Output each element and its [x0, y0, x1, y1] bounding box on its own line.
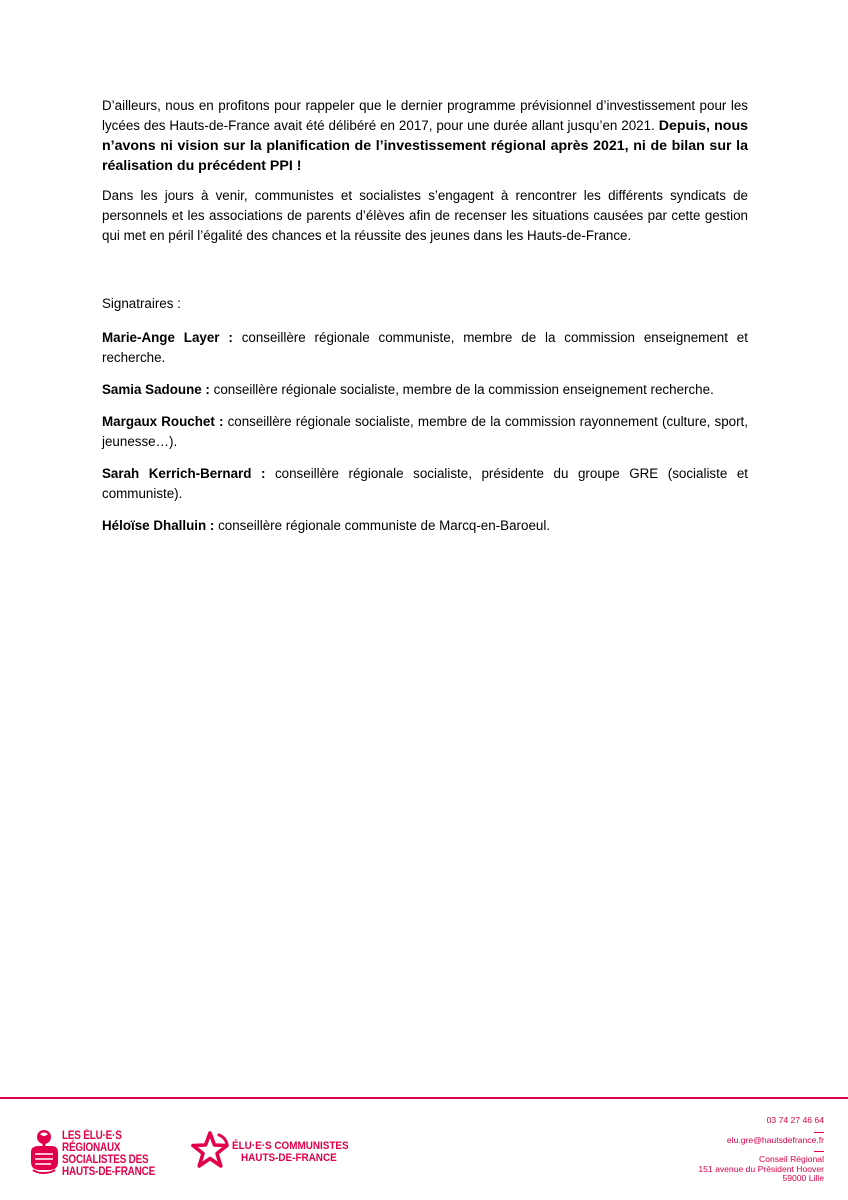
signatory-name: Margaux Rouchet : — [102, 414, 224, 429]
signatory-name: Samia Sadoune : — [102, 382, 210, 397]
signatory-item — [102, 516, 748, 536]
contact-address-line: 151 avenue du Président Hoover — [698, 1163, 824, 1174]
communists-logo — [190, 1130, 360, 1172]
paragraph-investment-text: D’ailleurs, nous en profitons pour rappeler que le dernier programme prévisionnel d’investissement pour les lycées des Hauts-de-France avait été délibéré en 2017, pour une durée allant jusqu’en 2021. — [102, 98, 748, 133]
paragraph-investment-emphasis: Depuis, nous n’avons ni vision sur la planification de l’investissement régional après 2021, ni de bilan sur la réalisation du précédent PPI ! — [102, 118, 748, 174]
communists-logo-text — [232, 1140, 367, 1164]
signatories-heading: Signatraires : — [102, 296, 181, 311]
communists-logo-line: HAUTS-DE-FRANCE — [241, 1152, 337, 1164]
contact-separator — [814, 1132, 824, 1133]
footer-divider — [0, 1097, 848, 1099]
contact-phone: 03 74 27 46 64 — [766, 1115, 824, 1125]
rose-fist-icon — [27, 1128, 61, 1174]
star-icon — [190, 1130, 230, 1172]
paragraph-commitment: Dans les jours à venir, communistes et socialistes s’engagent à rencontrer les différents syndicats de personnels et les associations de parents d’élèves afin de recenser les situations causées par cette gestion qui met en péril l’égalité des chances et la réussite des jeunes dans les Hauts-de-France. — [102, 188, 748, 243]
signatory-name: Marie-Ange Layer : — [102, 330, 233, 345]
socialists-logo-text — [62, 1130, 174, 1178]
communists-logo-line: ÉLU·E·S COMMUNISTES — [232, 1140, 349, 1152]
signatory-role: conseillère régionale socialiste, membre de la commission enseignement recherche. — [209, 382, 714, 397]
signatory-role: conseillère régionale socialiste, membre de la commission rayonnement (culture, sport, jeunesse…). — [102, 414, 749, 449]
contact-block — [604, 1116, 824, 1184]
signatory-role: conseillère régionale communiste de Marcq-en-Baroeul. — [214, 518, 551, 533]
socialists-logo — [27, 1128, 177, 1178]
signatory-name: Héloïse Dhalluin : — [102, 518, 215, 533]
signatory-item — [102, 328, 748, 368]
document-body — [102, 96, 748, 548]
socialists-logo-line: LES ÉLU·E·S RÉGIONAUX — [62, 1130, 122, 1154]
contact-email: elu.gre@hautsdefrance.fr — [726, 1134, 824, 1145]
contact-address-line: 59000 Lille — [782, 1173, 824, 1184]
signatory-name: Sarah Kerrich-Bernard : — [102, 466, 266, 481]
signatory-item — [102, 412, 748, 452]
signatory-role: conseillère régionale socialiste, présidente du groupe GRE (socialiste et communiste). — [102, 466, 748, 501]
socialists-logo-line: SOCIALISTES DES — [62, 1154, 149, 1166]
signatory-item — [102, 380, 748, 400]
signatory-role: conseillère régionale communiste, membre de la commission enseignement et recherche. — [102, 330, 748, 365]
contact-address-line: Conseil Régional — [759, 1154, 824, 1165]
socialists-logo-line: HAUTS-DE-FRANCE — [62, 1166, 156, 1178]
paragraph-investment — [102, 96, 748, 176]
signatory-item — [102, 464, 748, 504]
contact-separator — [814, 1151, 824, 1152]
